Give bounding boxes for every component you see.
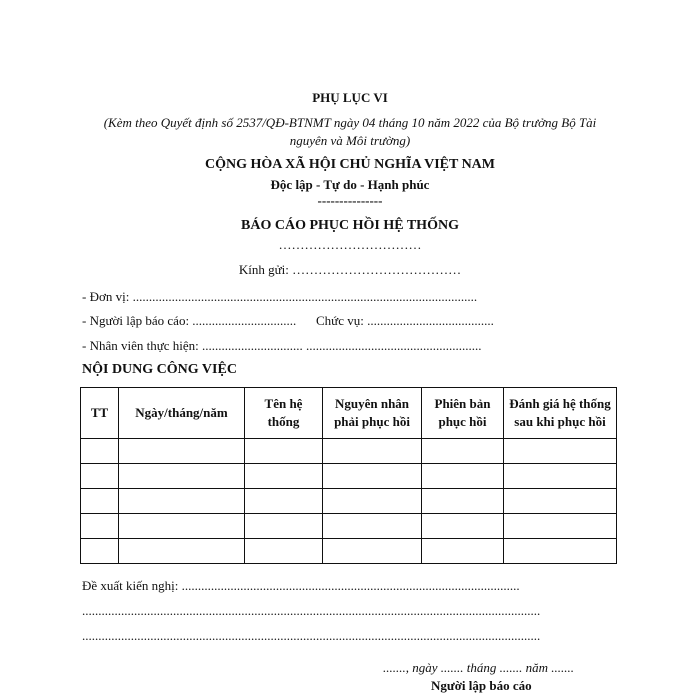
table-cell	[81, 439, 119, 464]
table-row	[81, 439, 617, 464]
table-cell	[504, 514, 617, 539]
col-header-restore-version	[422, 388, 504, 439]
recipient-line: Kính gửi: …………………………………	[238, 262, 462, 277]
proposal-line-1: Đề xuất kiến nghị: ........................................................................................................	[82, 578, 520, 593]
table-row	[81, 464, 617, 489]
header-text: Ngày/tháng/năm	[135, 405, 228, 420]
header-text: Tên hệ	[264, 396, 303, 411]
col-header-tt	[81, 388, 119, 439]
appendix-note-line2: nguyên và Môi trường)	[289, 133, 411, 148]
table-cell	[245, 464, 323, 489]
header-text: Đánh giá hệ thống	[509, 396, 611, 411]
table-cell	[119, 514, 245, 539]
reporter-field: - Người lập báo cáo: ................................	[82, 313, 297, 328]
date-line: ......., ngày ....... tháng ....... năm .......	[383, 660, 575, 675]
table-cell	[119, 539, 245, 564]
table-cell	[81, 539, 119, 564]
table-body	[81, 439, 617, 564]
table-cell	[504, 489, 617, 514]
table-cell	[245, 489, 323, 514]
table-cell	[119, 489, 245, 514]
table-cell	[323, 489, 422, 514]
table-cell	[422, 464, 504, 489]
table-cell	[81, 464, 119, 489]
motto-rule: ---------------	[317, 193, 383, 208]
report-title-dots: ……………………………	[278, 237, 422, 252]
table-cell	[245, 539, 323, 564]
table-cell	[504, 464, 617, 489]
table-cell	[81, 489, 119, 514]
table-cell	[504, 539, 617, 564]
table-cell	[245, 439, 323, 464]
table-row	[81, 489, 617, 514]
table-cell	[323, 539, 422, 564]
header-text: Phiên bản	[434, 396, 491, 411]
col-header-evaluation	[504, 388, 617, 439]
proposal-line-2: .............................................................................................................................................	[82, 603, 541, 618]
section-title: NỘI DUNG CÔNG VIỆC	[82, 362, 237, 377]
proposal-line-3: .............................................................................................................................................	[82, 628, 541, 643]
table-cell	[422, 489, 504, 514]
national-motto: Độc lập - Tự do - Hạnh phúc	[270, 177, 430, 192]
work-content-table	[80, 387, 617, 564]
table-cell	[422, 439, 504, 464]
header-text: sau khi phục hồi	[514, 414, 606, 429]
signer-label: Người lập báo cáo	[431, 678, 532, 693]
header-text: thống	[267, 414, 300, 429]
table-row	[81, 539, 617, 564]
table-cell	[119, 464, 245, 489]
header-text: phục hồi	[438, 414, 487, 429]
table-cell	[422, 514, 504, 539]
table-row	[81, 514, 617, 539]
table-cell	[323, 514, 422, 539]
col-header-system-name	[245, 388, 323, 439]
table-cell	[119, 439, 245, 464]
table-cell	[81, 514, 119, 539]
performer-field: - Nhân viên thực hiện: ............................... ......................................................	[82, 338, 482, 353]
header-text: TT	[90, 405, 109, 420]
table-cell	[245, 514, 323, 539]
unit-field: - Đơn vị: ..........................................................................................................	[82, 289, 478, 304]
col-header-cause	[323, 388, 422, 439]
appendix-note-line1: (Kèm theo Quyết định số 2537/QĐ-BTNMT ngày 04 tháng 10 năm 2022 của Bộ trưởng Bộ Tài	[103, 115, 597, 130]
table-cell	[504, 439, 617, 464]
position-field: Chức vụ: .......................................	[316, 313, 494, 328]
header-text: phải phục hồi	[334, 414, 410, 429]
national-title: CỘNG HÒA XÃ HỘI CHỦ NGHĨA VIỆT NAM	[204, 157, 495, 172]
header-text: Nguyên nhân	[334, 396, 410, 411]
col-header-date	[119, 388, 245, 439]
table-header-row	[81, 388, 617, 439]
table-cell	[422, 539, 504, 564]
table-cell	[323, 464, 422, 489]
table-cell	[323, 439, 422, 464]
report-title: BÁO CÁO PHỤC HỒI HỆ THỐNG	[241, 218, 459, 233]
appendix-title: PHỤ LỤC VI	[312, 90, 388, 105]
